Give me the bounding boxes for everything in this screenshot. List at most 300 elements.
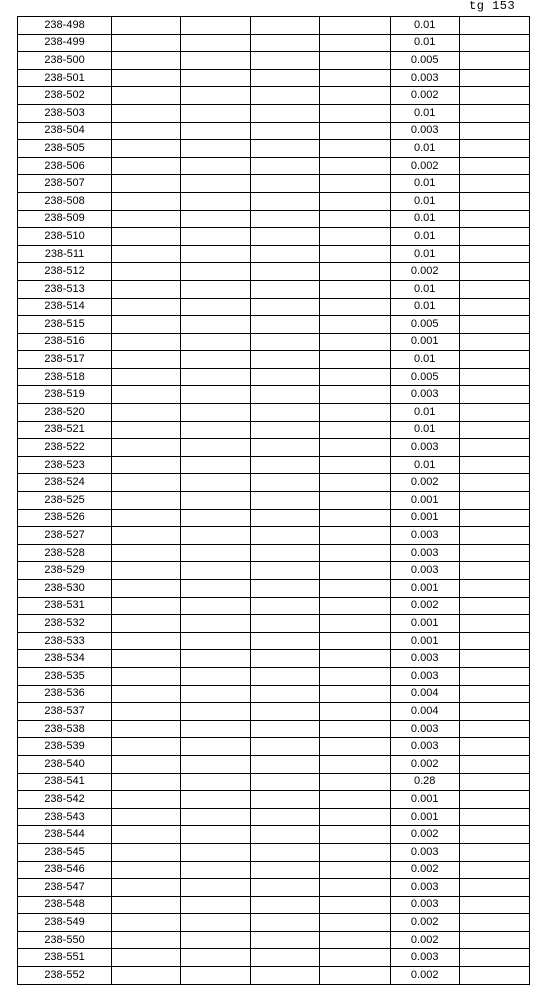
empty-cell [181,333,251,351]
empty-cell [459,615,529,633]
sample-id-cell: 238-547 [18,879,112,897]
value-cell: 0.01 [390,34,459,52]
empty-cell [459,192,529,210]
empty-cell [459,245,529,263]
empty-cell [112,34,181,52]
table-row [18,720,530,738]
empty-cell [320,755,390,773]
empty-cell [320,967,390,985]
table-row [18,597,530,615]
value-cell: 0.01 [390,104,459,122]
empty-cell [251,808,320,826]
empty-cell [251,421,320,439]
empty-cell [320,597,390,615]
table-body [18,17,530,985]
table-row [18,69,530,87]
empty-cell [112,967,181,985]
empty-cell [181,861,251,879]
empty-cell [112,755,181,773]
sample-id-cell: 238-527 [18,527,112,545]
empty-cell [459,157,529,175]
empty-cell [320,914,390,932]
empty-cell [251,667,320,685]
empty-cell [251,826,320,844]
empty-cell [181,298,251,316]
empty-cell [320,562,390,580]
value-cell: 0.001 [390,580,459,598]
table-row [18,755,530,773]
sample-id-cell: 238-520 [18,404,112,422]
empty-cell [112,826,181,844]
value-cell: 0.003 [390,650,459,668]
sample-id-cell: 238-501 [18,69,112,87]
empty-cell [320,808,390,826]
value-cell: 0.01 [390,421,459,439]
empty-cell [112,667,181,685]
empty-cell [112,87,181,105]
empty-cell [459,280,529,298]
empty-cell [112,421,181,439]
empty-cell [251,17,320,35]
empty-cell [251,404,320,422]
empty-cell [251,298,320,316]
data-table [17,16,530,985]
sample-id-cell: 238-513 [18,280,112,298]
empty-cell [320,228,390,246]
table-row [18,896,530,914]
value-cell: 0.001 [390,632,459,650]
empty-cell [112,808,181,826]
empty-cell [459,597,529,615]
value-cell: 0.001 [390,615,459,633]
value-cell: 0.01 [390,210,459,228]
empty-cell [251,879,320,897]
empty-cell [459,967,529,985]
empty-cell [251,492,320,510]
table-row [18,192,530,210]
sample-id-cell: 238-510 [18,228,112,246]
empty-cell [320,263,390,281]
empty-cell [459,949,529,967]
empty-cell [181,597,251,615]
sample-id-cell: 238-536 [18,685,112,703]
sample-id-cell: 238-506 [18,157,112,175]
empty-cell [112,245,181,263]
table-row [18,122,530,140]
table-row [18,263,530,281]
empty-cell [251,333,320,351]
empty-cell [320,773,390,791]
sample-id-cell: 238-549 [18,914,112,932]
empty-cell [459,210,529,228]
empty-cell [459,931,529,949]
value-cell: 0.001 [390,808,459,826]
empty-cell [112,192,181,210]
empty-cell [112,368,181,386]
value-cell: 0.002 [390,87,459,105]
table-row [18,210,530,228]
empty-cell [181,122,251,140]
empty-cell [320,333,390,351]
value-cell: 0.003 [390,122,459,140]
sample-id-cell: 238-531 [18,597,112,615]
empty-cell [112,210,181,228]
empty-cell [251,316,320,334]
empty-cell [251,773,320,791]
empty-cell [459,52,529,70]
empty-cell [320,879,390,897]
value-cell: 0.002 [390,861,459,879]
empty-cell [251,263,320,281]
empty-cell [112,228,181,246]
empty-cell [112,580,181,598]
empty-cell [112,685,181,703]
empty-cell [181,280,251,298]
sample-id-cell: 238-541 [18,773,112,791]
empty-cell [320,316,390,334]
value-cell: 0.003 [390,667,459,685]
sample-id-cell: 238-525 [18,492,112,510]
empty-cell [459,843,529,861]
empty-cell [251,562,320,580]
sample-id-cell: 238-517 [18,351,112,369]
value-cell: 0.003 [390,843,459,861]
empty-cell [112,439,181,457]
value-cell: 0.01 [390,245,459,263]
empty-cell [112,509,181,527]
empty-cell [112,140,181,158]
empty-cell [320,34,390,52]
empty-cell [112,104,181,122]
sample-id-cell: 238-498 [18,17,112,35]
value-cell: 0.002 [390,755,459,773]
empty-cell [459,474,529,492]
empty-cell [320,140,390,158]
empty-cell [181,738,251,756]
empty-cell [251,245,320,263]
table-row [18,580,530,598]
value-cell: 0.003 [390,439,459,457]
empty-cell [459,122,529,140]
empty-cell [251,615,320,633]
table-row [18,17,530,35]
empty-cell [181,386,251,404]
empty-cell [112,17,181,35]
empty-cell [112,157,181,175]
empty-cell [320,544,390,562]
empty-cell [251,580,320,598]
table-row [18,421,530,439]
value-cell: 0.003 [390,386,459,404]
value-cell: 0.003 [390,69,459,87]
table-row [18,773,530,791]
empty-cell [181,755,251,773]
value-cell: 0.005 [390,316,459,334]
empty-cell [181,175,251,193]
empty-cell [251,685,320,703]
value-cell: 0.01 [390,404,459,422]
empty-cell [251,52,320,70]
table-row [18,280,530,298]
empty-cell [181,263,251,281]
empty-cell [251,140,320,158]
sample-id-cell: 238-535 [18,667,112,685]
empty-cell [459,914,529,932]
empty-cell [459,333,529,351]
sample-id-cell: 238-503 [18,104,112,122]
empty-cell [320,245,390,263]
empty-cell [251,597,320,615]
empty-cell [320,896,390,914]
empty-cell [112,122,181,140]
value-cell: 0.005 [390,52,459,70]
value-cell: 0.003 [390,562,459,580]
empty-cell [320,386,390,404]
empty-cell [459,632,529,650]
value-cell: 0.004 [390,703,459,721]
empty-cell [251,967,320,985]
empty-cell [181,544,251,562]
empty-cell [181,527,251,545]
value-cell: 0.003 [390,879,459,897]
value-cell: 0.01 [390,140,459,158]
empty-cell [251,914,320,932]
empty-cell [181,914,251,932]
sample-id-cell: 238-552 [18,967,112,985]
empty-cell [320,861,390,879]
value-cell: 0.002 [390,931,459,949]
empty-cell [320,931,390,949]
empty-cell [320,210,390,228]
empty-cell [112,632,181,650]
empty-cell [181,580,251,598]
empty-cell [181,456,251,474]
empty-cell [459,404,529,422]
sample-id-cell: 238-544 [18,826,112,844]
empty-cell [459,826,529,844]
table-row [18,333,530,351]
empty-cell [251,703,320,721]
table-row [18,650,530,668]
empty-cell [251,439,320,457]
empty-cell [181,368,251,386]
table-row [18,52,530,70]
page-number: tg 153 [469,0,516,13]
empty-cell [251,650,320,668]
sample-id-cell: 238-542 [18,791,112,809]
table-row [18,914,530,932]
empty-cell [459,368,529,386]
empty-cell [112,931,181,949]
table-row [18,843,530,861]
empty-cell [459,667,529,685]
empty-cell [459,861,529,879]
empty-cell [112,650,181,668]
table-row [18,808,530,826]
empty-cell [251,720,320,738]
table-row [18,456,530,474]
empty-cell [181,69,251,87]
empty-cell [320,175,390,193]
empty-cell [251,192,320,210]
empty-cell [181,826,251,844]
value-cell: 0.01 [390,175,459,193]
table-row [18,509,530,527]
empty-cell [181,615,251,633]
value-cell: 0.01 [390,456,459,474]
sample-id-cell: 238-504 [18,122,112,140]
empty-cell [112,351,181,369]
sample-id-cell: 238-546 [18,861,112,879]
value-cell: 0.003 [390,896,459,914]
table-row [18,615,530,633]
empty-cell [459,34,529,52]
empty-cell [251,368,320,386]
empty-cell [181,87,251,105]
table-row [18,104,530,122]
table-row [18,861,530,879]
empty-cell [320,157,390,175]
empty-cell [112,843,181,861]
table-row [18,931,530,949]
value-cell: 0.002 [390,826,459,844]
empty-cell [320,650,390,668]
empty-cell [181,685,251,703]
empty-cell [112,175,181,193]
sample-id-cell: 238-522 [18,439,112,457]
empty-cell [459,140,529,158]
empty-cell [112,738,181,756]
empty-cell [112,280,181,298]
empty-cell [459,228,529,246]
sample-id-cell: 238-508 [18,192,112,210]
empty-cell [112,386,181,404]
empty-cell [251,228,320,246]
value-cell: 0.01 [390,298,459,316]
sample-id-cell: 238-507 [18,175,112,193]
empty-cell [251,351,320,369]
empty-cell [320,17,390,35]
empty-cell [251,527,320,545]
empty-cell [181,492,251,510]
empty-cell [181,192,251,210]
empty-cell [251,210,320,228]
empty-cell [459,808,529,826]
empty-cell [112,914,181,932]
empty-cell [320,69,390,87]
empty-cell [181,931,251,949]
table-row [18,175,530,193]
empty-cell [459,439,529,457]
empty-cell [181,632,251,650]
empty-cell [320,791,390,809]
empty-cell [320,492,390,510]
empty-cell [459,421,529,439]
table-row [18,879,530,897]
empty-cell [112,474,181,492]
table-row [18,703,530,721]
empty-cell [251,69,320,87]
empty-cell [181,967,251,985]
empty-cell [181,34,251,52]
value-cell: 0.005 [390,368,459,386]
table-row [18,667,530,685]
empty-cell [112,544,181,562]
empty-cell [320,474,390,492]
empty-cell [181,104,251,122]
empty-cell [181,720,251,738]
table-row [18,404,530,422]
sample-id-cell: 238-499 [18,34,112,52]
sample-id-cell: 238-516 [18,333,112,351]
empty-cell [181,808,251,826]
empty-cell [112,597,181,615]
empty-cell [181,474,251,492]
empty-cell [320,720,390,738]
table-row [18,527,530,545]
empty-cell [251,509,320,527]
empty-cell [251,738,320,756]
sample-id-cell: 238-523 [18,456,112,474]
empty-cell [320,632,390,650]
empty-cell [251,544,320,562]
empty-cell [459,316,529,334]
empty-cell [320,351,390,369]
empty-cell [459,773,529,791]
table-row [18,368,530,386]
empty-cell [251,280,320,298]
empty-cell [112,456,181,474]
sample-id-cell: 238-529 [18,562,112,580]
value-cell: 0.002 [390,474,459,492]
empty-cell [459,544,529,562]
empty-cell [320,667,390,685]
value-cell: 0.001 [390,333,459,351]
sample-id-cell: 238-528 [18,544,112,562]
empty-cell [251,386,320,404]
empty-cell [181,421,251,439]
empty-cell [459,298,529,316]
empty-cell [251,157,320,175]
sample-id-cell: 238-521 [18,421,112,439]
value-cell: 0.001 [390,791,459,809]
value-cell: 0.002 [390,157,459,175]
empty-cell [112,562,181,580]
empty-cell [459,104,529,122]
table-row [18,492,530,510]
empty-cell [320,527,390,545]
empty-cell [459,720,529,738]
empty-cell [459,791,529,809]
empty-cell [181,404,251,422]
sample-id-cell: 238-509 [18,210,112,228]
empty-cell [251,122,320,140]
empty-cell [459,456,529,474]
empty-cell [459,738,529,756]
empty-cell [320,104,390,122]
table-row [18,474,530,492]
value-cell: 0.002 [390,914,459,932]
value-cell: 0.003 [390,527,459,545]
empty-cell [459,69,529,87]
empty-cell [320,949,390,967]
empty-cell [112,527,181,545]
empty-cell [251,843,320,861]
value-cell: 0.003 [390,949,459,967]
empty-cell [181,439,251,457]
table-row [18,351,530,369]
empty-cell [251,456,320,474]
